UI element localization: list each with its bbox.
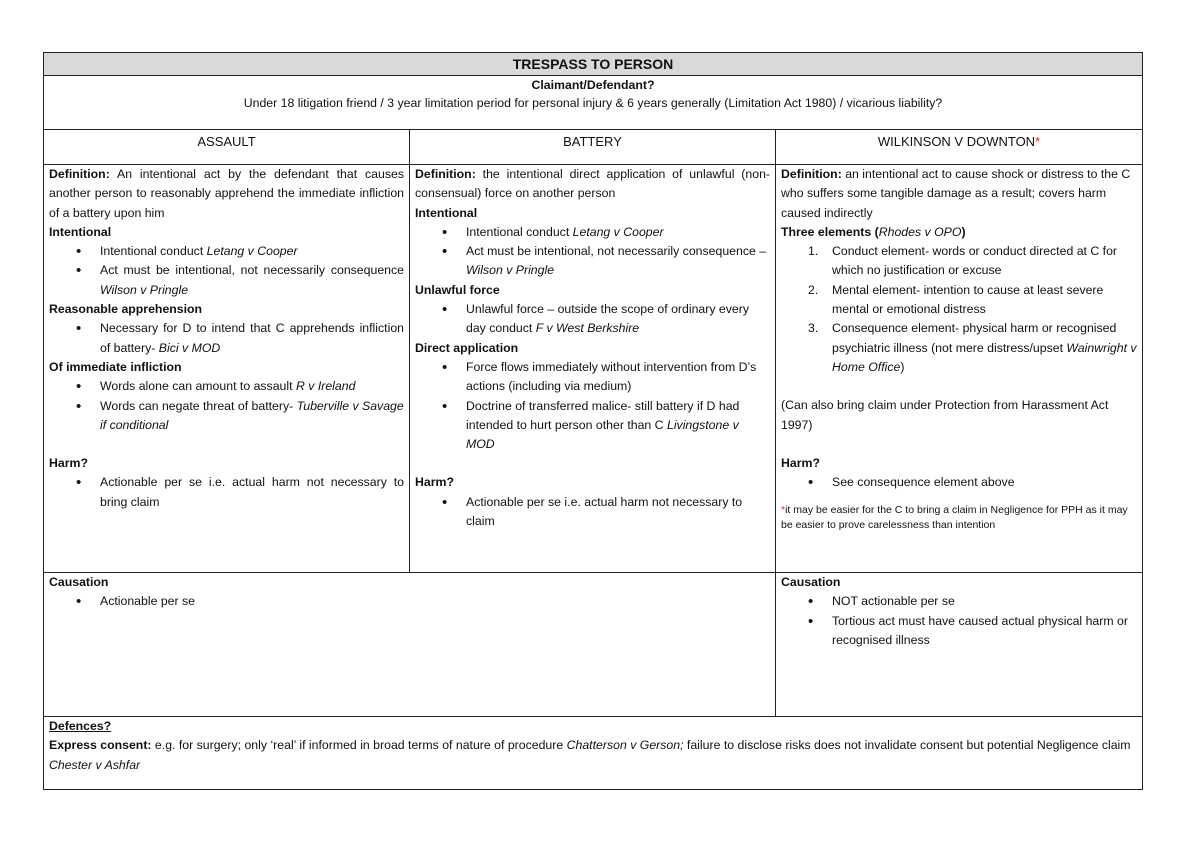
battery-harm-heading: Harm? [415, 475, 454, 490]
list-item: • Words can negate threat of battery- Tuberville v Savage if conditional [100, 397, 404, 436]
list-item: • Intentional conduct Letang v Cooper [100, 242, 404, 261]
list-item: • Doctrine of transferred malice- still battery if D had intended to hurt person other than C Livingstone v MOD [466, 397, 770, 455]
list-item: • Actionable per se i.e. actual harm not necessary to claim [466, 493, 770, 532]
causation-list [781, 592, 1137, 650]
assault-definition: Definition: An intentional act by the defendant that causes another person to reasonably apprehend the immediate infliction of a battery upon him [49, 167, 404, 220]
list-item: • Unlawful force – outside the scope of ordinary every day conduct F v West Berkshire [466, 300, 770, 339]
list-item: • Act must be intentional, not necessarily consequence Wilson v Pringle [100, 261, 404, 300]
list-item: • Actionable per se i.e. actual harm not necessary to bring claim [100, 473, 404, 512]
list-item: • Words alone can amount to assault R v Ireland [100, 377, 404, 396]
wilkinson-definition: Definition: an intentional act to cause shock or distress to the C who suffers some tangible damage as a result; covers harm caused indirectly [781, 167, 1131, 220]
elements-list [781, 242, 1137, 377]
assault-reasonable-list [49, 319, 404, 358]
claimant-defendant-label: Claimant/Defendant? [531, 78, 655, 92]
causation-list [49, 592, 770, 611]
list-item: • Necessary for D to intend that C apprehends infliction of battery- Bici v MOD [100, 319, 404, 358]
causation-assault-battery [44, 573, 776, 717]
wilkinson-heading: WILKINSON V DOWNTON [877, 134, 1036, 149]
list-item: • See consequence element above [832, 473, 1137, 492]
wilkinson-harm-list [781, 473, 1137, 492]
intro-cell [44, 76, 1143, 130]
list-item: • Force flows immediately without intervention from D’s actions (including via medium) [466, 358, 770, 397]
three-elements-heading: Three elements (Rhodes v OPO) [781, 224, 966, 239]
assault-harm-heading: Harm? [49, 456, 88, 471]
battery-unlawful-heading: Unlawful force [415, 282, 500, 297]
assault-immediate-heading: Of immediate infliction [49, 359, 182, 374]
column-header-battery: BATTERY [410, 130, 776, 165]
list-item: • NOT actionable per se [832, 592, 1137, 611]
list-item: • Act must be intentional, not necessarily consequence – Wilson v Pringle [466, 242, 770, 281]
defences-cell [44, 717, 1143, 790]
battery-cell [410, 165, 776, 573]
list-item: • Intentional conduct Letang v Cooper [466, 223, 770, 242]
wilkinson-cell [776, 165, 1143, 573]
trespass-table [43, 52, 1143, 790]
harassment-note: (Can also bring claim under Protection from Harassment Act 1997) [781, 398, 1109, 432]
defences-heading: Defences? [49, 719, 112, 733]
assault-cell [44, 165, 410, 573]
list-item: 1. Conduct element- words or conduct directed at C for which no justification or excuse [808, 244, 1118, 278]
assault-reasonable-heading: Reasonable apprehension [49, 302, 203, 317]
battery-direct-heading: Direct application [415, 340, 519, 355]
battery-intentional-heading: Intentional [415, 205, 478, 220]
list-item: • Actionable per se [100, 592, 770, 611]
list-item: • Tortious act must have caused actual physical harm or recognised illness [832, 612, 1137, 651]
causation-heading: Causation [49, 575, 109, 589]
defences-text: Express consent: e.g. for surgery; only ‘real’ if informed in broad terms of nature of procedure Chatterson v Gerson; failure to disclose risks does not invalidate consent but potential Negligence claim Chester v Ashfar [49, 738, 1131, 772]
footnote-star: * [1035, 134, 1041, 149]
assault-intentional-heading: Intentional [49, 224, 112, 239]
assault-immediate-list [49, 377, 404, 435]
battery-intentional-list [415, 223, 770, 281]
battery-direct-list [415, 358, 770, 454]
column-header-assault: ASSAULT [44, 130, 410, 165]
wilkinson-harm-heading: Harm? [781, 455, 820, 470]
assault-intentional-list [49, 242, 404, 300]
list-item: 2. Mental element- intention to cause at least severe mental or emotional distress [808, 282, 1104, 317]
list-item: 3. Consequence element- physical harm or recognised psychiatric illness (not mere distress/upset Wainwright v Home Office) [808, 321, 1137, 374]
battery-definition: Definition: the intentional direct application of unlawful (non-consensual) force on another person [415, 167, 770, 201]
assault-harm-list [49, 473, 404, 512]
intro-text: Under 18 litigation friend / 3 year limitation period for personal injury & 6 years generally (Limitation Act 1980) / vicarious liability? [243, 96, 943, 110]
footnote: *it may be easier for the C to bring a claim in Negligence for PPH as it may be easier to prove carelessness than intention [781, 504, 1128, 532]
causation-wilkinson [776, 573, 1143, 717]
column-header-wilkinson [776, 130, 1143, 165]
battery-unlawful-list [415, 300, 770, 339]
page-title: TRESPASS TO PERSON [44, 53, 1143, 76]
causation-heading: Causation [781, 575, 841, 589]
battery-harm-list [415, 493, 770, 532]
